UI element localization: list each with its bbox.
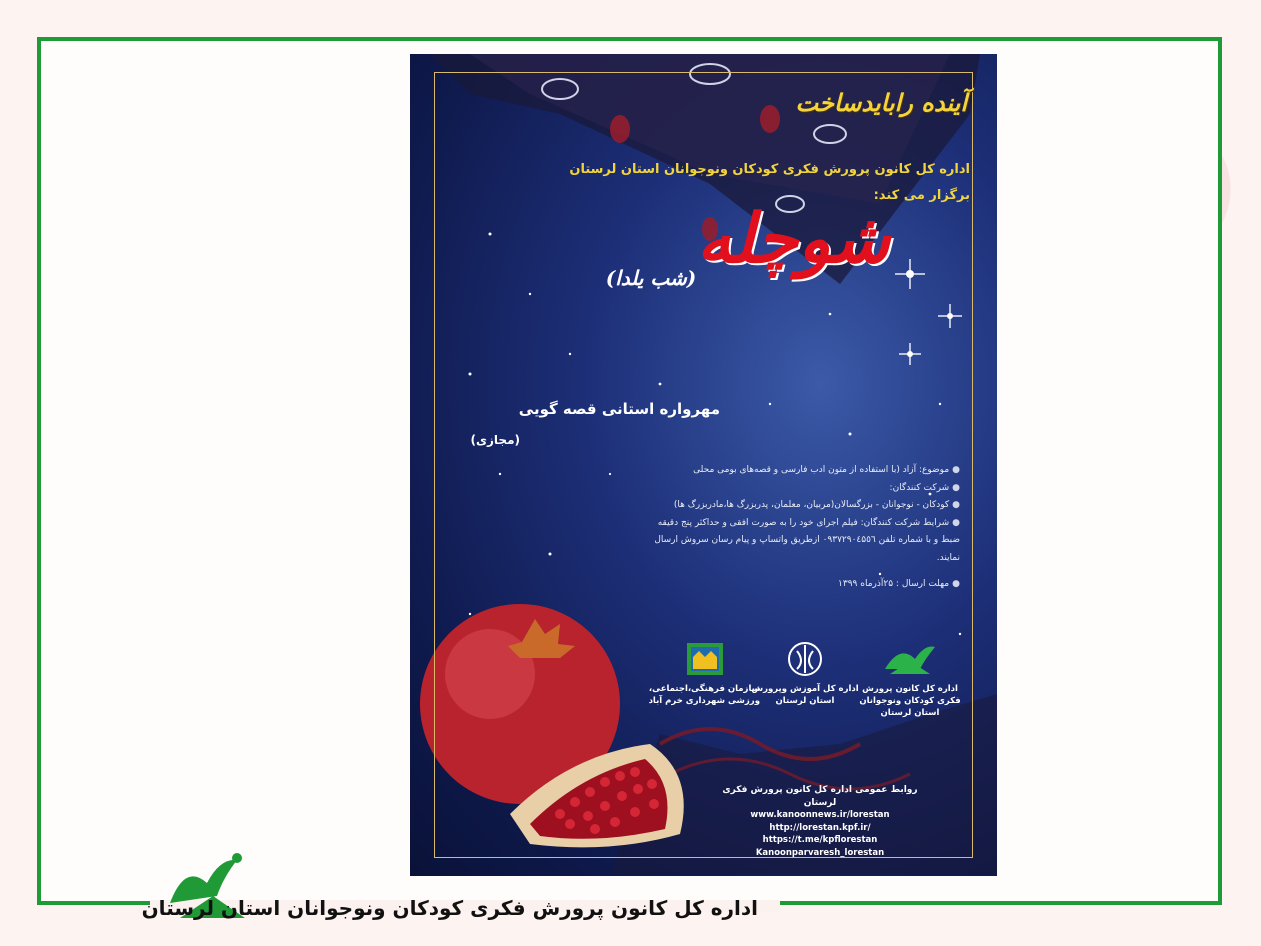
- iran-emblem-icon: [785, 639, 825, 679]
- detail-item: ●کودکان - نوجوانان - بزرگسالان(مربیان، معلمان، پدربزرگ ها،مادربزرگ ها): [673, 500, 960, 510]
- event-details: [640, 462, 960, 594]
- event-mode: (مجازی): [470, 433, 520, 447]
- contact-info: [710, 784, 930, 859]
- contacts-heading: روابط عمومی اداره کل کانون پرورش فکری لرستان: [722, 785, 918, 808]
- education-logo-label-2: استان لرستان: [775, 696, 835, 706]
- contact-link: https://t.me/kpflorestan: [762, 835, 878, 845]
- kanoon-logo-icon: [880, 639, 940, 679]
- footer-title: اداره کل کانون پرورش فکری کودکان ونوجوانان استان لرستان: [141, 896, 758, 920]
- detail-item: نمایند.: [936, 552, 960, 563]
- kanoon-logo-block: [850, 639, 970, 719]
- deadline: ●مهلت ارسال : ۲۵آذرماه ۱۳۹۹: [838, 579, 960, 589]
- event-name: مهرواره استانی قصه گویی: [518, 400, 720, 418]
- education-logo-block: [750, 639, 860, 707]
- poster-sub-title: (شب یلدا): [605, 266, 697, 290]
- municipality-logo-block: [650, 639, 760, 707]
- kanoon-logo-label-2: فکری کودکان ونوجوانان: [859, 696, 961, 706]
- municipality-logo-label-1: سازمان فرهنگی،اجتماعی،: [648, 684, 760, 694]
- contact-link: www.kanoonnews.ir/lorestan: [750, 810, 890, 820]
- poster-slogan: آینده رابایدساخت: [795, 88, 967, 117]
- poster-organizer: اداره کل کانون پرورش فکری کودکان ونوجوانان استان لرستان: [569, 162, 970, 177]
- event-poster: [410, 54, 997, 876]
- detail-item: ●شرکت کنندگان:: [889, 482, 960, 493]
- municipality-logo-label-2: ورزشی شهرداری خرم آباد: [648, 696, 760, 706]
- poster-organizer-subline: برگزار می کند:: [873, 188, 970, 203]
- detail-item: ●شرایط شرکت کنندگان: فیلم اجرای خود را به صورت افقی و حداکثر پنج دقیقه: [657, 517, 960, 528]
- contact-link: http://lorestan.kpf.ir/: [769, 822, 871, 833]
- kanoon-logo-label-3: استان لرستان: [880, 708, 940, 718]
- detail-item: ●موضوع: آزاد (با استفاده از متون ادب فارسی و قصه‌های بومی محلی: [693, 465, 960, 475]
- kanoon-logo-label-1: اداره کل کانون پرورش: [862, 684, 958, 694]
- detail-item: ضبط و با شماره تلفن ۰۹۳۷۲۹۰٤۵٥٦ ازطریق واتساپ و پیام رسان سروش ارسال: [654, 535, 960, 545]
- contact-link: Kanoonparvaresh_lorestan: [755, 847, 885, 858]
- poster-main-title: شوچله: [696, 199, 890, 279]
- education-logo-label-1: اداره کل آموزش وپرورش: [751, 684, 859, 694]
- municipality-logo-icon: [683, 639, 727, 679]
